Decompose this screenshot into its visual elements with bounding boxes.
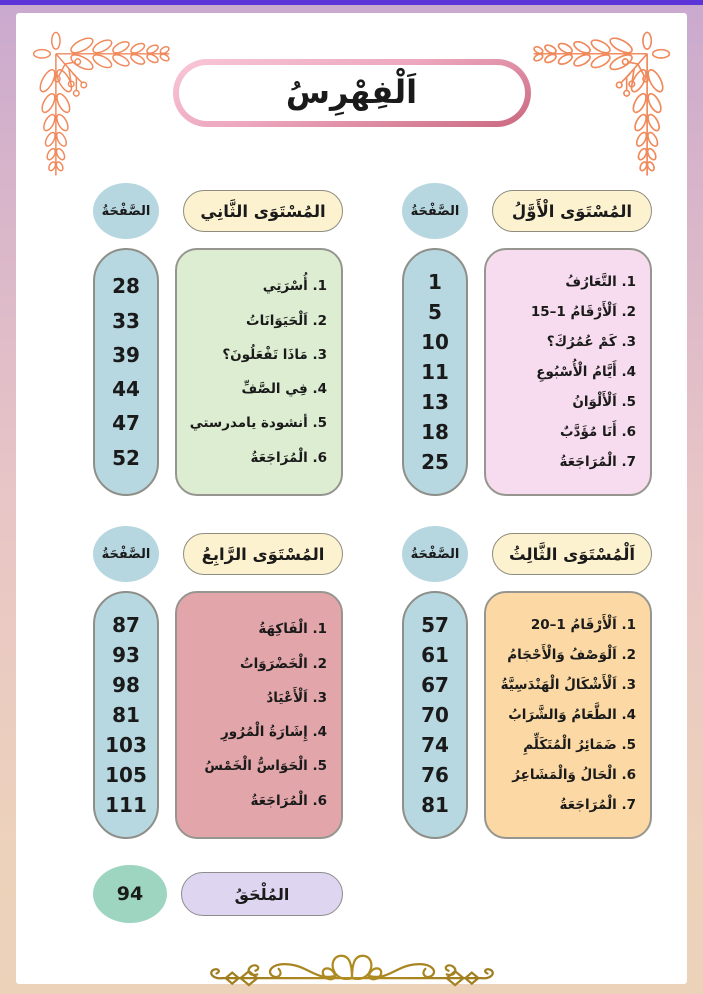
- page-number: 74: [421, 733, 449, 757]
- toc-item: 4. أَيَّامُ الْأُسْبُوعِ: [536, 364, 636, 380]
- page-number: 47: [112, 411, 140, 436]
- toc-grid: [16, 183, 687, 923]
- level-2-page-numbers: [93, 248, 159, 496]
- toc-item: 4. الطَّعَامُ وَالشَّرَابُ: [508, 707, 636, 723]
- level-4-items-box: [175, 591, 343, 839]
- level-1-items-box: [484, 248, 652, 496]
- page-label-badge: الصَّفْحَةُ: [402, 526, 468, 582]
- top-border-strip: [0, 0, 703, 5]
- page-number: 87: [112, 613, 140, 637]
- toc-item: 6. الْحَالُ وَالْمَشَاعِرُ: [512, 767, 636, 783]
- section-level-2: [93, 183, 343, 496]
- page-number: 98: [112, 673, 140, 697]
- page-number: 57: [421, 613, 449, 637]
- toc-item: 3. مَاذَا تَفْعَلُونَ؟: [222, 346, 327, 363]
- page-title: اَلْفِهْرِسُ: [179, 65, 525, 121]
- page-number: 81: [112, 703, 140, 727]
- toc-item: 1. اَلْأَرْقَامُ 1–20: [530, 617, 636, 633]
- page-number: 111: [105, 793, 147, 817]
- toc-item: 5. اَلْأَلْوَانُ: [572, 394, 636, 410]
- page-number: 61: [421, 643, 449, 667]
- toc-item: 1. الْفَاكِهَةُ: [258, 621, 327, 638]
- page-number: 67: [421, 673, 449, 697]
- appendix-page-number: 94: [93, 865, 167, 923]
- page-number: 70: [421, 703, 449, 727]
- page-number: 76: [421, 763, 449, 787]
- section-level-4: [93, 526, 343, 839]
- title-frame: [173, 59, 531, 127]
- page-label-badge: الصَّفْحَةُ: [93, 526, 159, 582]
- level-2-title-pill: المُسْتَوَى الثَّانِي: [183, 190, 343, 232]
- page-number: 28: [112, 274, 140, 299]
- toc-item: 3. اَلْأَشْكَالُ الْهَنْدَسِيَّةُ: [500, 677, 636, 693]
- toc-item: 3. كَمْ عُمُرُكَ؟: [546, 334, 636, 350]
- level-4-title-pill: المُسْتَوَى الرَّابِعُ: [183, 533, 343, 575]
- page-number: 81: [421, 793, 449, 817]
- level-1-page-numbers: [402, 248, 468, 496]
- toc-item: 5. أنشودة يامدرستي: [189, 415, 327, 432]
- page-number: 103: [105, 733, 147, 757]
- page-number: 18: [421, 420, 449, 444]
- toc-item: 5. ضَمَائِرُ الْمُتَكَلِّمِ: [523, 737, 636, 753]
- level-3-title-pill: اَلْمُسْتَوَى الثَّالِثُ: [492, 533, 652, 575]
- toc-item: 1. أُسْرَتِي: [262, 278, 327, 295]
- level-4-page-numbers: [93, 591, 159, 839]
- page-number: 39: [112, 342, 140, 367]
- page-number: 105: [105, 763, 147, 787]
- page-number: 33: [112, 308, 140, 333]
- section-level-1: [402, 183, 652, 496]
- gold-divider-ornament: [182, 941, 522, 993]
- corner-floral-icon: [28, 25, 186, 183]
- page-number: 93: [112, 643, 140, 667]
- page-number: 10: [421, 330, 449, 354]
- level-3-items-box: [484, 591, 652, 839]
- toc-item: 7. الْمُرَاجَعَةُ: [559, 797, 636, 813]
- level-3-page-numbers: [402, 591, 468, 839]
- toc-item: 4. إِشَارَةُ الْمُرُورِ: [221, 724, 327, 741]
- appendix-row: [93, 865, 343, 923]
- toc-item: 2. اَلْوَصْفُ وَالْأَحْجَامُ: [507, 647, 636, 663]
- page-number: 13: [421, 390, 449, 414]
- corner-floral-icon: [517, 25, 675, 183]
- toc-item: 6. الْمُرَاجَعَةُ: [250, 792, 327, 809]
- level-1-title-pill: المُسْتَوَى الْأَوَّلُ: [492, 190, 652, 232]
- section-level-3: [402, 526, 652, 839]
- toc-item: 7. الْمُرَاجَعَةُ: [559, 454, 636, 470]
- page-label-badge: الصَّفْحَةُ: [93, 183, 159, 239]
- level-2-items-box: [175, 248, 343, 496]
- toc-item: 5. الْحَوَاسُّ الْخَمْسُ: [204, 758, 327, 775]
- toc-item: 2. الْخَضْرَوَاتُ: [240, 655, 327, 672]
- toc-item: 6. أَنَا مُؤَدَّبٌ: [559, 424, 636, 440]
- page-label-badge: الصَّفْحَةُ: [402, 183, 468, 239]
- page-number: 11: [421, 360, 449, 384]
- page-number: 1: [428, 270, 442, 294]
- toc-item: 1. التَّعَارُفُ: [565, 274, 636, 290]
- toc-item: 3. اَلْأَعْيَادُ: [266, 689, 327, 706]
- page-number: 5: [428, 300, 442, 324]
- toc-item: 2. اَلْحَيَوَانَاتُ: [246, 312, 327, 329]
- page-sheet: [16, 13, 687, 984]
- toc-item: 6. الْمُرَاجَعَةُ: [250, 449, 327, 466]
- page-number: 44: [112, 377, 140, 402]
- toc-item: 4. فِي الصَّفِّ: [241, 381, 327, 398]
- appendix-label-pill: المُلْحَقُ: [181, 872, 343, 916]
- page-number: 52: [112, 445, 140, 470]
- toc-item: 2. اَلْأَرْقَامُ 1–15: [530, 304, 636, 320]
- page-number: 25: [421, 450, 449, 474]
